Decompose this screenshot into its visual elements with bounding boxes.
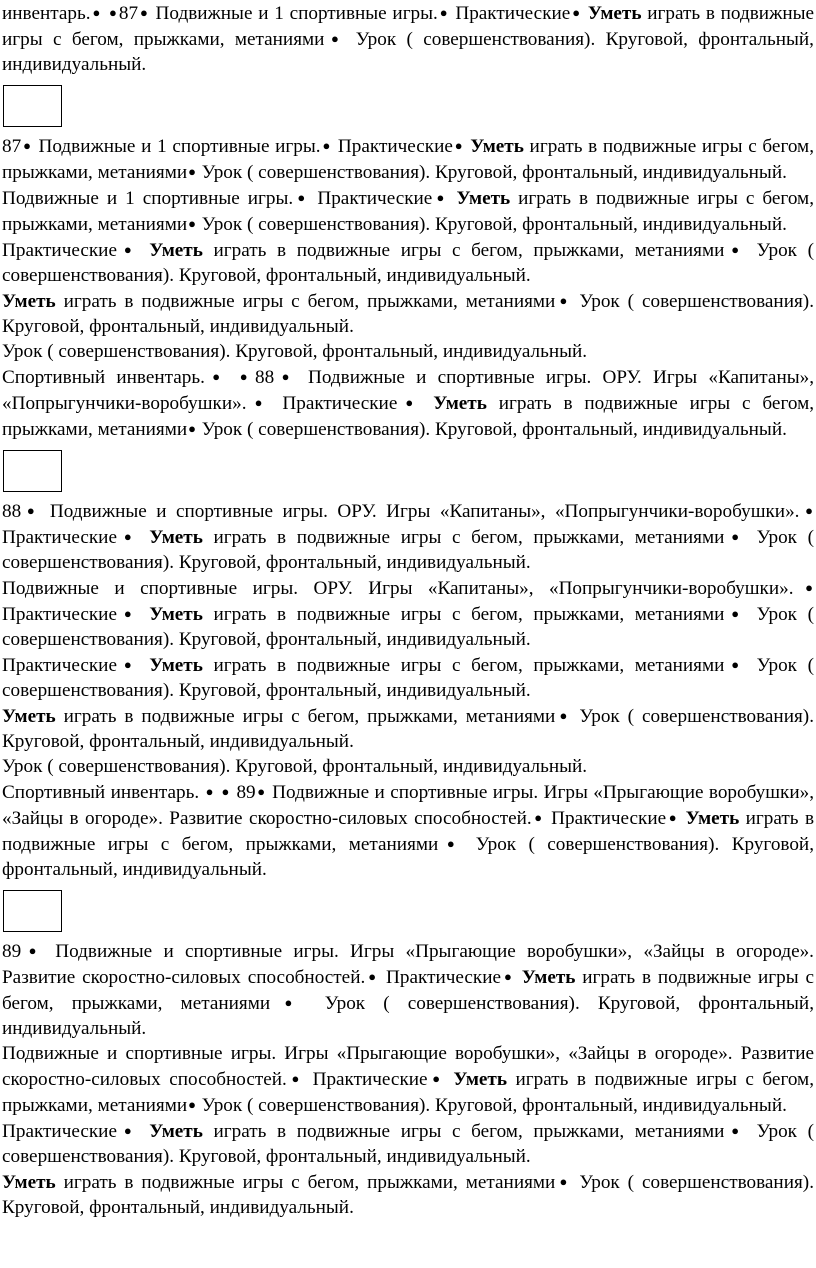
text: Урок ( совершенствования). Круговой, фронтальный, индивидуальный. xyxy=(2,291,814,337)
text: Практические xyxy=(2,655,117,676)
text: Подвижные и спортивные игры. Игры «Прыгающие воробушки», «Зайцы в огороде». Развитие скоростно-силовых способностей. xyxy=(2,941,814,988)
bullet: ● xyxy=(188,421,196,436)
bullet: ● xyxy=(287,1071,304,1086)
bullet: ● xyxy=(247,395,270,410)
paragraph-89-d xyxy=(2,1169,814,1220)
bullet: ● xyxy=(275,369,296,384)
bullet: ● xyxy=(117,529,138,544)
bullet: ● xyxy=(188,216,196,231)
text: играть в подвижные игры с бегом, прыжками, метаниями xyxy=(55,706,556,727)
text-bold: Уметь xyxy=(149,604,203,625)
paragraph-87-c xyxy=(2,237,814,288)
lesson-number: 88 xyxy=(2,501,22,522)
text: Урок ( совершенствования). Круговой, фронтальный, индивидуальный. xyxy=(2,604,815,650)
text: Урок ( совершенствования). Круговой, фронтальный, индивидуальный. xyxy=(2,655,815,701)
bullet: ● xyxy=(556,1174,571,1189)
text-bold: Уметь xyxy=(2,291,56,312)
text: играть в подвижные игры с бегом, прыжками, метаниями xyxy=(2,1069,814,1116)
text-bold: Уметь xyxy=(470,136,524,157)
bullet: ● xyxy=(725,1123,745,1138)
text-bold: Уметь xyxy=(149,240,203,261)
text: Урок ( совершенствования). Круговой, фронтальный, индивидуальный. xyxy=(2,706,814,752)
text: играть в подвижные игры с бегом, прыжками, метаниями xyxy=(2,967,815,1014)
bullet: ● xyxy=(117,606,138,621)
paragraph-87-f xyxy=(2,364,814,442)
text: Практические xyxy=(386,967,501,988)
bullet: ● xyxy=(221,784,230,799)
bullet: ● xyxy=(667,810,679,825)
bullet: ● xyxy=(794,580,814,595)
text: Урок ( совершенствования). Круговой, фронтальный, индивидуальный. xyxy=(2,1172,814,1218)
paragraph-88-d xyxy=(2,703,814,754)
text: Урок ( совершенствования). Круговой, фронтальный, индивидуальный. xyxy=(2,240,815,286)
bullet: ● xyxy=(205,369,227,384)
text: Урок ( совершенствования). Круговой, фронтальный, индивидуальный. xyxy=(2,834,815,880)
paragraph-89-b xyxy=(2,1041,814,1118)
bullet: ● xyxy=(321,138,332,153)
bullet: ● xyxy=(22,503,40,518)
bullet: ● xyxy=(428,1071,444,1086)
text: Подвижные и спортивные игры. Игры «Прыгающие воробушки», «Зайцы в огороде». Развитие скоростно-силовых способностей. xyxy=(2,782,815,829)
bullet: ● xyxy=(725,529,745,544)
bullet: ● xyxy=(117,242,138,257)
empty-cell-box xyxy=(3,890,62,932)
text-bold: Уметь xyxy=(433,393,487,414)
bullet: ● xyxy=(453,138,464,153)
text: Практические xyxy=(455,3,571,24)
bullet: ● xyxy=(22,943,43,958)
text: играть в подвижные игры с бегом, прыжками, метаниями xyxy=(2,188,814,235)
text-bold: Уметь xyxy=(685,808,740,829)
text: Практические xyxy=(551,808,667,829)
bullet: ● xyxy=(117,657,138,672)
bullet: ● xyxy=(22,138,32,153)
paragraph-87-a xyxy=(2,133,814,185)
paragraph-87-d xyxy=(2,288,814,339)
lesson-number: 89 xyxy=(236,782,256,803)
text: Практические xyxy=(282,393,398,414)
paragraph-89-c xyxy=(2,1118,814,1169)
text: играть в подвижные игры с бегом, прыжками, метаниями xyxy=(202,527,725,548)
text: Подвижные и спортивные игры. Игры «Прыгающие воробушки», «Зайцы в огороде». Развитие скоростно-силовых способностей. xyxy=(2,1043,814,1090)
text: Урок ( совершенствования). Круговой, фронтальный, индивидуальный. xyxy=(2,29,814,75)
bullet: ● xyxy=(366,969,379,984)
text-bold: Уметь xyxy=(587,3,642,24)
text-bold: Уметь xyxy=(456,188,511,209)
text: Практические xyxy=(317,188,433,209)
text: Урок ( совершенствования). Круговой, фронтальный, индивидуальный. xyxy=(197,162,787,183)
text: играть в подвижные игры с бегом, прыжками, метаниями xyxy=(202,604,725,625)
paragraph-88-e xyxy=(2,754,814,779)
text: Урок ( совершенствования). Круговой, фронтальный, индивидуальный. xyxy=(2,1121,815,1167)
text: играть в подвижные игры с бегом, прыжками, метаниями xyxy=(2,3,814,50)
text: Подвижные и 1 спортивные игры. xyxy=(2,188,294,209)
text: Практические xyxy=(2,1121,117,1142)
text: Подвижные и спортивные игры. ОРУ. Игры «Капитаны», «Попрыгунчики-воробушки». xyxy=(2,578,794,599)
bullet: ● xyxy=(91,5,102,20)
text: Урок ( совершенствования). Круговой, фронтальный, индивидуальный. xyxy=(197,214,787,235)
bullet: ● xyxy=(188,1097,196,1112)
bullet: ● xyxy=(571,5,582,20)
bullet: ● xyxy=(256,784,266,799)
paragraph-87-e xyxy=(2,339,814,364)
bullet: ● xyxy=(438,5,449,20)
text: играть в подвижные игры с бегом, прыжками, метаниями xyxy=(202,1121,725,1142)
lesson-number: 87 xyxy=(2,136,22,157)
text: играть в подвижные игры с бегом, прыжками, метаниями xyxy=(2,393,815,440)
lesson-number: 89 xyxy=(2,941,22,962)
text: Практические xyxy=(2,527,117,548)
bullet: ● xyxy=(800,503,813,518)
text: играть в подвижные игры с бегом, прыжками, метаниями xyxy=(202,240,725,261)
bullet: ● xyxy=(439,836,463,851)
text: играть в подвижные игры с бегом, прыжками, метаниями xyxy=(202,655,725,676)
text: Спортивный инвентарь. xyxy=(2,367,205,388)
paragraph-88-b xyxy=(2,575,814,652)
paragraph-89-a xyxy=(2,938,814,1041)
text: Подвижные и спортивные игры. ОРУ. Игры «Капитаны», «Попрыгунчики-воробушки». xyxy=(2,367,814,414)
bullet: ● xyxy=(725,606,745,621)
text: играть в подвижные игры с бегом, прыжками, метаниями xyxy=(55,291,556,312)
paragraph-88-a xyxy=(2,498,814,575)
text: Урок ( совершенствования). Круговой, фронтальный, индивидуальный. xyxy=(2,341,588,362)
text: Практические xyxy=(312,1069,428,1090)
text: Подвижные и 1 спортивные игры. xyxy=(155,3,438,24)
bullet: ● xyxy=(325,31,345,46)
text: играть в подвижные игры с бегом, прыжками, метаниями xyxy=(55,1172,556,1193)
paragraph-88-f xyxy=(2,779,814,882)
bullet: ● xyxy=(556,293,571,308)
text: Практические xyxy=(337,136,453,157)
text: Подвижные и 1 спортивные игры. xyxy=(32,136,321,157)
text: инвентарь. xyxy=(2,3,91,24)
empty-cell-box xyxy=(3,450,62,492)
paragraph-top xyxy=(2,0,814,77)
text: Спортивный инвентарь. xyxy=(2,782,200,803)
bullet: ● xyxy=(556,708,571,723)
bullet: ● xyxy=(271,995,306,1010)
text: Урок ( совершенствования). Круговой, фронтальный, индивидуальный. xyxy=(2,527,815,573)
bullet: ● xyxy=(398,395,421,410)
text-bold: Уметь xyxy=(2,706,56,727)
paragraph-87-b xyxy=(2,185,814,237)
text: Урок ( совершенствования). Круговой, фронтальный, индивидуальный. xyxy=(2,756,588,777)
text-bold: Уметь xyxy=(2,1172,56,1193)
lesson-number: 87 xyxy=(118,3,139,24)
text-bold: Уметь xyxy=(149,527,203,548)
bullet: ● xyxy=(239,369,254,384)
bullet: ● xyxy=(205,784,215,799)
lesson-number: 88 xyxy=(254,367,275,388)
paragraph-88-c xyxy=(2,652,814,703)
bullet: ● xyxy=(294,190,309,205)
bullet: ● xyxy=(117,1123,138,1138)
text: Урок ( совершенствования). Круговой, фронтальный, индивидуальный. xyxy=(2,993,814,1039)
text-bold: Уметь xyxy=(453,1069,507,1090)
bullet: ● xyxy=(725,657,745,672)
bullet: ● xyxy=(532,810,544,825)
text: играть в подвижные игры с бегом, прыжками, метаниями xyxy=(2,808,815,855)
text-bold: Уметь xyxy=(149,1121,203,1142)
text-bold: Уметь xyxy=(521,967,576,988)
bullet: ● xyxy=(502,969,514,984)
text-bold: Уметь xyxy=(149,655,203,676)
text: играть в подвижные игры с бегом, прыжками, метаниями xyxy=(2,136,814,183)
text: Подвижные и спортивные игры. ОРУ. Игры «Капитаны», «Попрыгунчики-воробушки». xyxy=(40,501,800,522)
bullet: ● xyxy=(188,164,196,179)
text: Практические xyxy=(2,604,117,625)
bullet: ● xyxy=(139,5,149,20)
bullet: ● xyxy=(109,5,118,20)
bullet: ● xyxy=(725,242,745,257)
text: Практические xyxy=(2,240,117,261)
empty-cell-box xyxy=(3,85,62,127)
text: Урок ( совершенствования). Круговой, фронтальный, индивидуальный. xyxy=(197,419,787,440)
text: Урок ( совершенствования). Круговой, фронтальный, индивидуальный. xyxy=(197,1095,787,1116)
bullet: ● xyxy=(433,190,448,205)
